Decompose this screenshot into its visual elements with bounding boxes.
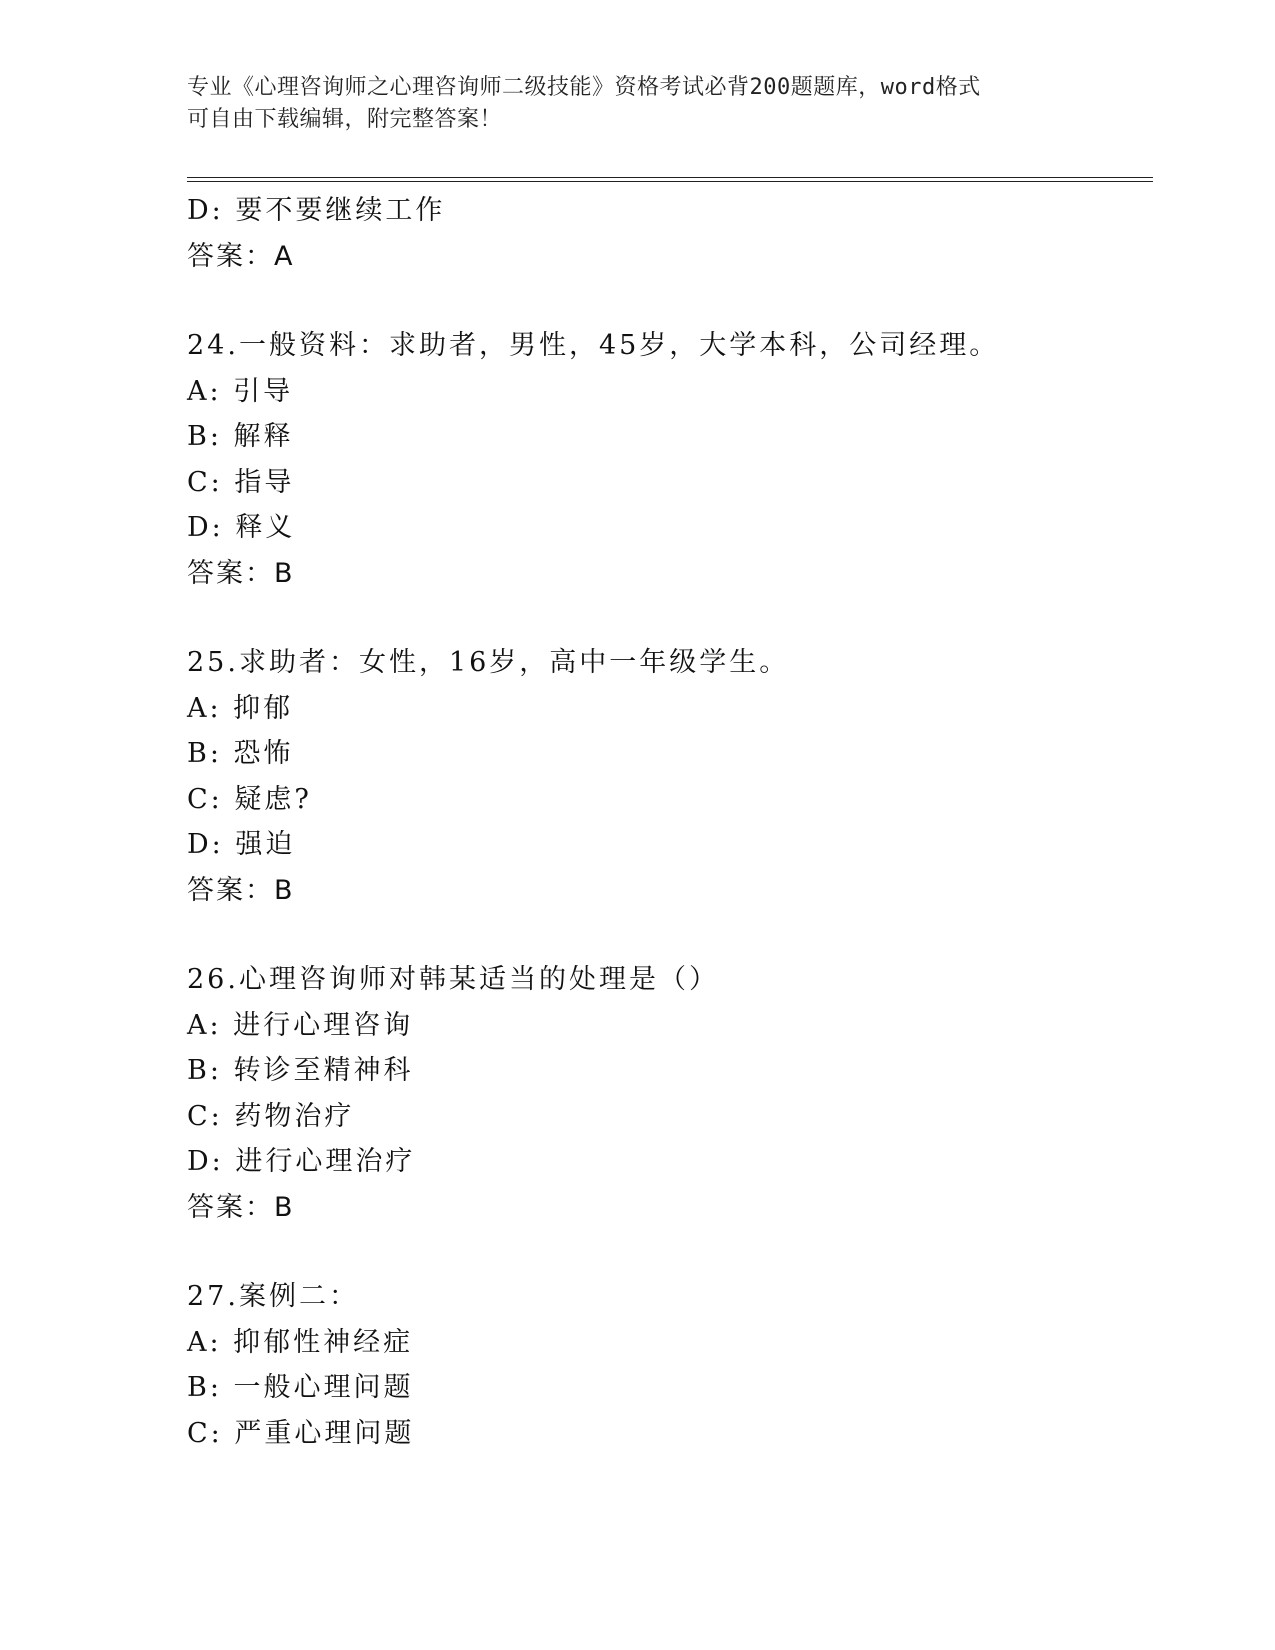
spacer: [187, 913, 1153, 957]
spacer: [187, 596, 1153, 640]
question-list: [187, 188, 1153, 1456]
question-24: [187, 323, 1153, 596]
question-27: [187, 1274, 1153, 1456]
option-c: C: 药物治疗: [187, 1100, 355, 1132]
option-b: B: 解释: [187, 421, 294, 452]
option-b: B: 转诊至精神科: [187, 1055, 414, 1086]
answer: 答案：A: [187, 240, 295, 272]
option-d: D: 要不要继续工作: [187, 195, 446, 226]
option-b: B: 一般心理问题: [187, 1372, 414, 1403]
option-c: C: 疑虑?: [187, 783, 312, 815]
header-line-2: 可自由下载编辑，附完整答案！: [187, 107, 503, 132]
answer: 答案：B: [187, 874, 295, 906]
document-header: [187, 72, 1067, 136]
question-stem: 25.求助者：女性，16岁，高中一年级学生。: [187, 647, 790, 678]
option-a: A: 进行心理咨询: [187, 1009, 414, 1041]
question-stem: 27.案例二：: [187, 1281, 359, 1312]
option-c: C: 指导: [187, 466, 295, 498]
option-a: A: 抑郁: [187, 692, 294, 724]
answer: 答案：B: [187, 1191, 295, 1223]
option-c: C: 严重心理问题: [187, 1417, 415, 1449]
header-line-1: 专业《心理咨询师之心理咨询师二级技能》资格考试必背200题题库，word格式: [187, 75, 981, 100]
spacer: [187, 1230, 1153, 1274]
spacer: [187, 279, 1153, 323]
question-stem: 26.心理咨询师对韩某适当的处理是（）: [187, 964, 719, 995]
option-b: B: 恐怖: [187, 738, 294, 769]
header-rule-bottom: [187, 181, 1153, 182]
option-d: D: 释义: [187, 512, 296, 543]
option-a: A: 抑郁性神经症: [187, 1326, 414, 1358]
header-rule-top: [187, 177, 1153, 178]
question-stem: 24.一般资料：求助者，男性，45岁，大学本科，公司经理。: [187, 330, 1000, 361]
option-d: D: 强迫: [187, 829, 296, 860]
answer: 答案：B: [187, 557, 295, 589]
option-a: A: 引导: [187, 375, 294, 407]
option-d: D: 进行心理治疗: [187, 1146, 416, 1177]
question-25: [187, 640, 1153, 913]
question-26: [187, 957, 1153, 1230]
